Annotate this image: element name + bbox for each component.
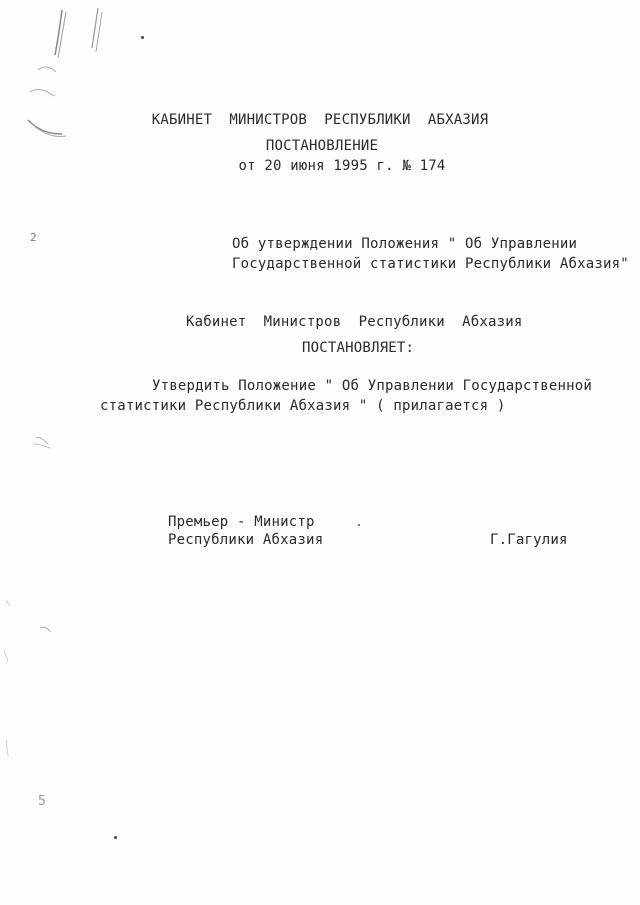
header-title: КАБИНЕТ МИНИСТРОВ РЕСПУБЛИКИ АБХАЗИЯ <box>151 112 489 128</box>
resolves-heading: ПОСТАНОВЛЯЕТ: <box>302 340 415 356</box>
signatory-title: Республики Абхазия <box>168 532 324 548</box>
scan-dot <box>141 36 144 39</box>
scan-noise <box>0 400 70 820</box>
scan-dot <box>114 836 117 839</box>
scan-noise <box>0 0 120 160</box>
signatory-title: Премьер - Министр <box>168 514 315 530</box>
signatory-name: Г.Гагулия <box>490 532 568 548</box>
subject-line: Об утверждении Положения " Об Управлении <box>232 236 578 252</box>
scan-dot <box>358 524 360 526</box>
subject-line: Государственной статистики Республики Абхазия" <box>232 256 629 272</box>
body-line: статистики Республики Абхазия " ( прилагается ) <box>100 398 506 414</box>
document-type: ПОСТАНОВЛЕНИЕ <box>265 138 379 154</box>
document-date-number: от 20 июня 1995 г. № 174 <box>238 158 446 174</box>
body-line: Утвердить Положение " Об Управлении Государственной <box>152 378 593 394</box>
margin-mark: 2 <box>30 231 37 244</box>
margin-mark: 5 <box>38 794 47 809</box>
preamble-line: Кабинет Министров Республики Абхазия <box>186 314 523 330</box>
